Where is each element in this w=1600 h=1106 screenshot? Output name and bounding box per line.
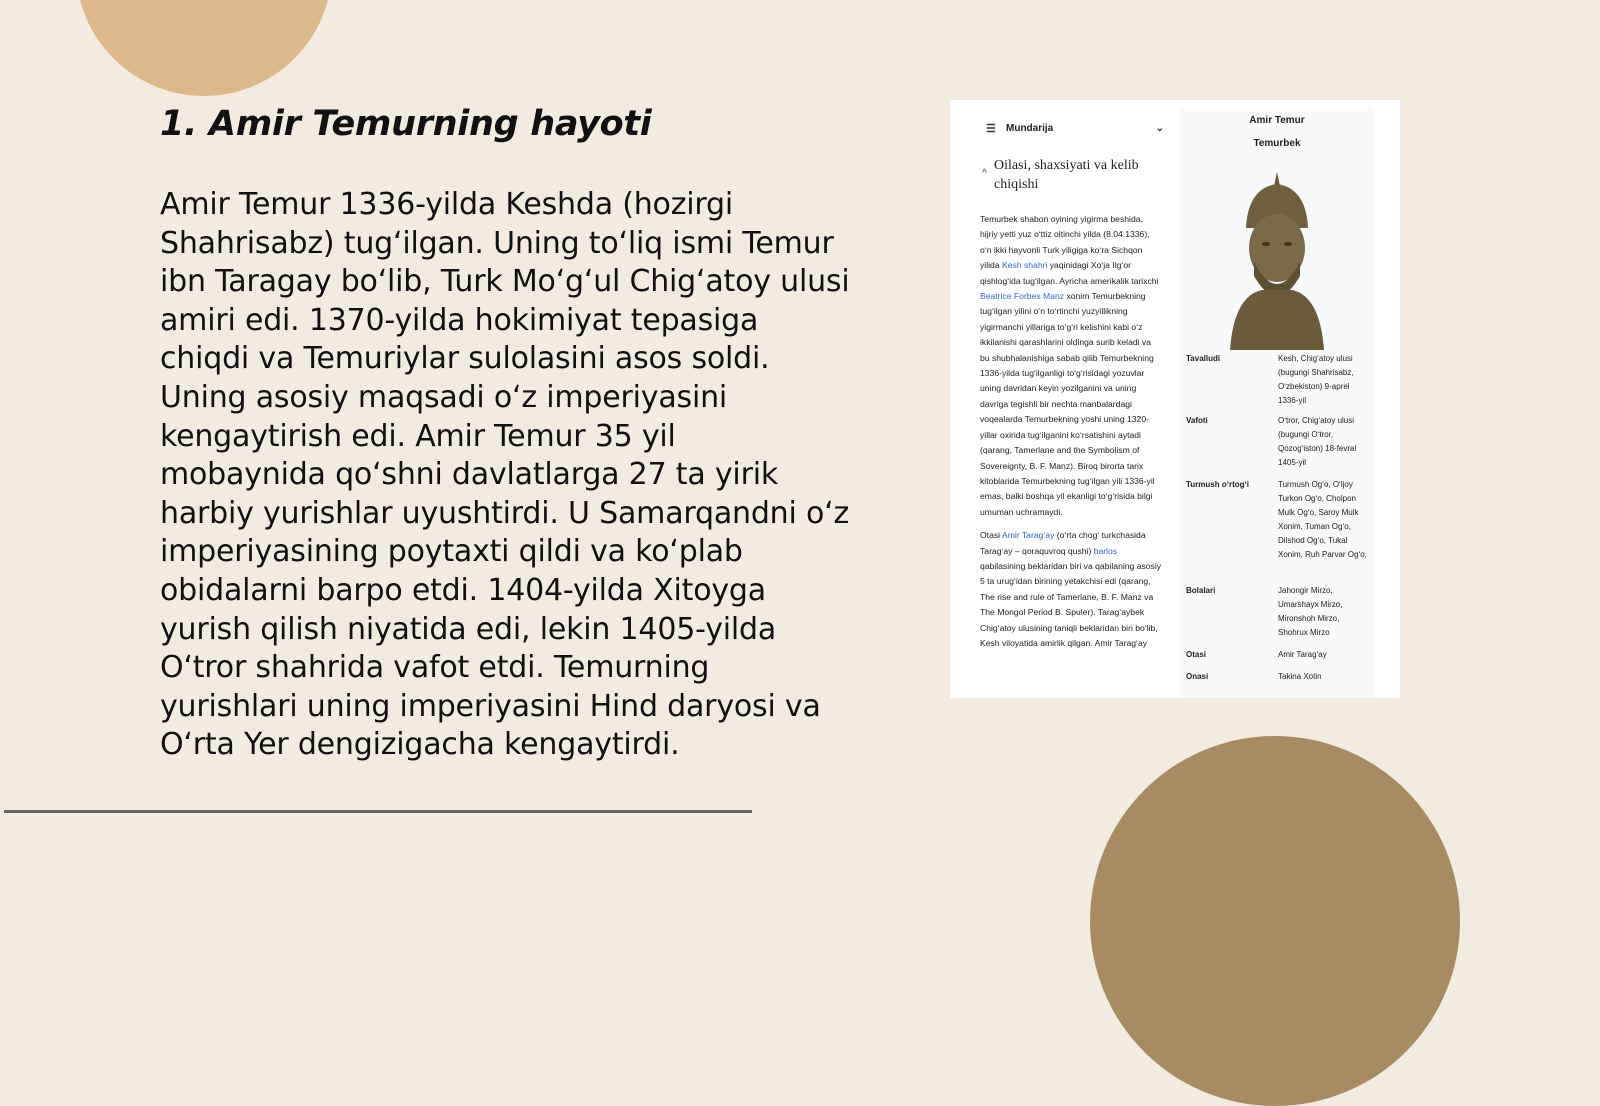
list-icon: ☰ (986, 122, 996, 135)
decorative-circle-bottom (1090, 736, 1460, 1106)
toc-label: Mundarija (1006, 122, 1054, 134)
article-paragraph-1: Temurbek shabon oyining yigirma beshida, hijriy yetti yuz oʻttiz oltinchi yilda (8.04.1336), oʻn ikki hayvonli Turk yiligiga koʻra Sichqon yilida Kesh shahri yaqinidagi Xoʻja Ilgʻor qishlogʻida tugʻilgan. Ayrichа amerikalik tarixchi Beatrice Forbes Manz xonim Temurbekning tugʻilgan yilini oʻn toʻrtinchi yuzyillikning yigirmanchi yillariga toʻgʻri kelishini kabi oʻz ikkilanishi qarashlarini oldinga surib keladi va bu shubhalanishiga sabab qilib Temurbekning 1336-yilda tugʻilganligi toʻgʻrisidagi yozuvlar uning davridan keyin yozilganini va uning davriga tegishli bir nechta manbalardagi voqealarda Temurbekning yoshi uning 1320-yillar oxirida tugʻilganini koʻrsatishini aytadi (qarang, Tamerlane and the Symbolism of Sovereignty, B. F. Manz). Biroq birorta tarix kitoblarida Temurbekning tugʻilgan yili 1336-yil emas, balki boshqa yil ekanligi toʻgʻrisida bilgi umuman uchramaydi. (980, 214, 1159, 517)
decorative-circle-top (76, 0, 332, 96)
divider-line (4, 810, 752, 813)
infobox-row: Turmush oʻrtogʻi Turmush Ogʻo, Oʻljoy Turkon Ogʻo, Cholpon Mulk Ogʻo, Saroy Mulk Xonim, Tuman Ogʻo, Dilshod Ogʻo, Tukal Xonim, Ruh Parvar Ogʻo, (1186, 480, 1367, 559)
infobox-name: Amir Temur (1249, 115, 1305, 126)
wikipedia-screenshot (950, 100, 1400, 698)
infobox-subtitle: Temurbek (1253, 138, 1301, 149)
link-manz[interactable]: Beatrice Forbes Manz (980, 291, 1065, 302)
toc-toggle[interactable] (986, 118, 1164, 138)
link-barlos[interactable]: barlos (1093, 545, 1118, 556)
infobox-row: Bolalari Jahongir Mirzo, Umarshayx Mirzo, Mironshoh Mirzo, Shohrux Mirzo (1186, 586, 1343, 637)
infobox-row: Otasi Amir Taragʻay (1186, 650, 1327, 659)
link-kesh[interactable]: Kesh shahri (1001, 260, 1048, 271)
infobox-row: Tavalludi Kesh, Chigʻatoy ulusi (bugungi Shahrisabz, Oʻzbekiston) 9-aprel 1336-yil (1186, 354, 1354, 405)
article-text (980, 212, 1162, 659)
slide-body-text: Amir Temur 1336-yilda Keshda (hozirgi Shahrisabz) tugʻilgan. Uning toʻliq ismi Temur ibn Taragay boʻlib, Turk Moʻgʻul Chigʻatoy ulusi amiri edi. 1370-yilda hokimiyat tepasiga chiqdi va Temuriylar sulolasini asos soldi. Uning asosiy maqsadi oʻz imperiyasini kengaytirish edi. Amir Temur 35 yil mobaynida qoʻshni davlatlarga 27 ta yirik harbiy yurishlar uyushtirdi. U Samarqandni oʻz imperiyasining poytaxti qildi va koʻplab obidalarni barpo etdi. 1404-yilda Xitoyga yurish qilish niyatida edi, lekin 1405-yilda Oʻtror shahrida vafot etdi. Temurning yurishlari uning imperiyasini Hind daryosi va Oʻrta Yer dengizigacha kengaytirdi. (160, 187, 850, 763)
article-paragraph-2: Otasi Amir Taragʻay (oʻrta chogʻ turkchasida Taragʻay – qoraquvroq qushi) barlos qabilasining beklaridan biri va qabilaning asosiy 5 ta urugʻidan birining yetakchisi edi (qarang, The rise and rule of Tamerlane, B. F. Manz va The Mongol Period B. Spuler). Taragʻaybek Chigʻatoy ulusining taniqli beklaridan biri boʻlib, Kesh viloyatida amirlik qilgan. Amir Taragʻay (980, 530, 1162, 648)
link-taragay[interactable]: Amir Taragʻay (1001, 530, 1055, 541)
portrait-image (1216, 166, 1338, 350)
infobox-rows (1186, 352, 1370, 688)
chevron-down-icon: ⌄ (1155, 122, 1164, 134)
infobox-row: Vafoti Oʻtror, Chigʻatoy ulusi (bugungi Oʻtror, Qozogʻiston) 18-fevral 1405-yil (1186, 416, 1357, 467)
infobox-row: Onasi Takina Xotin (1186, 672, 1322, 681)
infobox (1180, 108, 1374, 698)
chevron-up-icon[interactable]: ^ (982, 168, 987, 179)
section-heading: Oilasi, shaxsiyati va kelib chiqishi (994, 158, 1139, 192)
slide-title: 1. Amir Temurning hayoti (160, 104, 652, 144)
